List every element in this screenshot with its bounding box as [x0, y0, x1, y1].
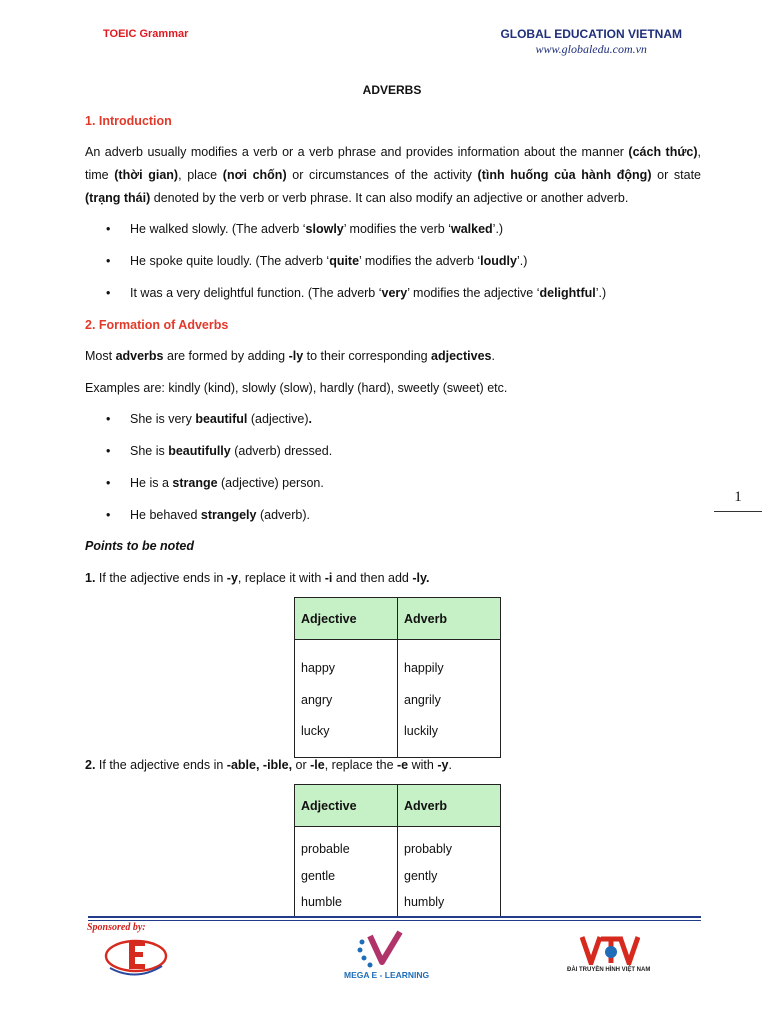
adverb-cell: happily angrily luckily — [398, 640, 501, 758]
mega-e-learning-caption: MEGA E - LEARNING — [344, 970, 430, 980]
sponsored-by-label: Sponsored by: — [87, 922, 146, 933]
intro-line-2: time (thời gian), place (nơi chốn) or circumstances of the activity (tình huống của hành động) or state — [85, 168, 701, 182]
list-item: • He behaved strangely (adverb). — [106, 508, 310, 522]
column-header-adjective: Adjective — [295, 785, 398, 827]
list-item: • She is beautifully (adverb) dressed. — [106, 444, 333, 458]
examples-paragraph: Examples are: kindly (kind), slowly (slow), hardly (hard), sweetly (sweet) etc. — [85, 381, 508, 395]
mega-e-learning-logo-icon — [352, 930, 408, 970]
points-to-note-heading: Points to be noted — [85, 539, 195, 553]
list-item: • He spoke quite loudly. (The adverb ‘quite’ modifies the adverb ‘loudly’.) — [106, 254, 528, 268]
bullet-icon: • — [106, 444, 111, 458]
page-title: ADVERBS — [362, 83, 422, 97]
intro-line-1: An adverb usually modifies a verb or a verb phrase and provides information about the manner (cách thức), — [85, 145, 701, 159]
rule-1: 1. If the adjective ends in -y, replace it with -i and then add -ly. — [85, 571, 430, 585]
list-item: • He is a strange (adjective) person. — [106, 476, 324, 490]
column-header-adverb: Adverb — [398, 785, 501, 827]
adjective-cell: probable gentle humble — [295, 827, 398, 917]
bullet-icon: • — [106, 508, 111, 522]
adjective-cell: happy angry lucky — [295, 640, 398, 758]
rule-2: 2. If the adjective ends in -able, -ible, or -le, replace the -e with -y. — [85, 758, 452, 772]
vtv-caption: ĐÀI TRUYỀN HÌNH VIỆT NAM — [567, 967, 651, 973]
vtv-logo-icon — [580, 935, 640, 965]
bullet-icon: • — [106, 476, 111, 490]
section-heading-introduction: 1. Introduction — [85, 114, 172, 128]
table-header-row — [295, 598, 501, 640]
table-header-row — [295, 785, 501, 827]
header-org-name: GLOBAL EDUCATION VIETNAM — [500, 27, 682, 41]
formation-paragraph: Most adverbs are formed by adding -ly to their corresponding adjectives. — [85, 349, 495, 363]
footer-rule-thin — [88, 920, 701, 921]
section-heading-formation: 2. Formation of Adverbs — [85, 318, 229, 332]
list-item: • It was a very delightful function. (The adverb ‘very’ modifies the adjective ‘delightful’.) — [106, 286, 607, 300]
page-number: 1 — [734, 489, 742, 505]
intro-line-3: (trạng thái) denoted by the verb or verb phrase. It can also modify an adjective or another adverb. — [85, 191, 629, 205]
adverb-cell: probably gently humbly — [398, 827, 501, 917]
header-website[interactable]: www.globaledu.com.vn — [535, 42, 647, 56]
header-right — [500, 27, 682, 57]
globaledu-logo-icon — [102, 934, 170, 982]
table-ly-rule — [294, 597, 501, 758]
intro-paragraph — [85, 141, 701, 210]
table-le-rule — [294, 784, 501, 917]
list-item: • She is very beautiful (adjective). — [106, 412, 313, 426]
header-left-label: TOEIC Grammar — [103, 28, 189, 40]
table-row — [295, 827, 501, 917]
column-header-adjective: Adjective — [295, 598, 398, 640]
bullet-icon: • — [106, 286, 111, 300]
list-item: • He walked slowly. (The adverb ‘slowly’ modifies the verb ‘walked’.) — [106, 222, 504, 236]
bullet-icon: • — [106, 412, 111, 426]
table-row — [295, 640, 501, 758]
column-header-adverb: Adverb — [398, 598, 501, 640]
bullet-icon: • — [106, 254, 111, 268]
bullet-icon: • — [106, 222, 111, 236]
page-number-divider — [714, 511, 762, 512]
footer-rule — [88, 916, 701, 918]
